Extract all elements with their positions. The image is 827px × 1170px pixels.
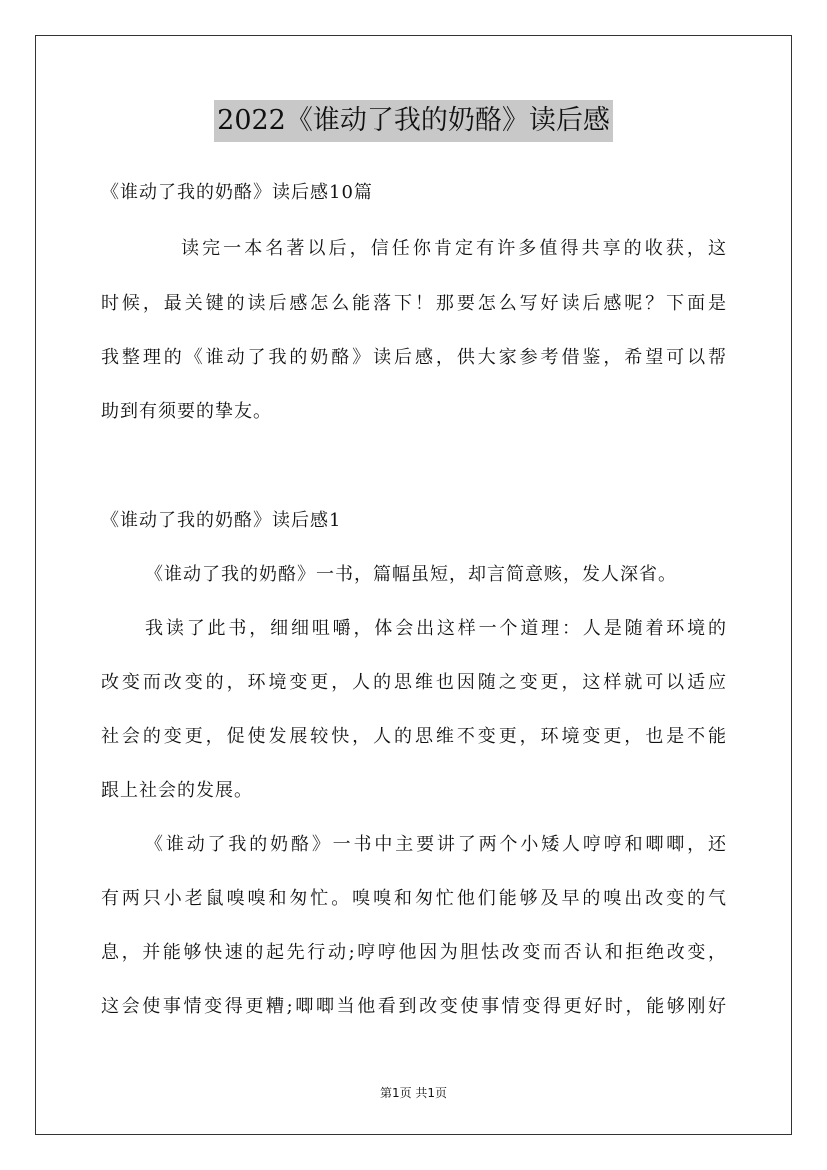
- paragraph-line: 助到有须要的挚友。: [101, 401, 272, 422]
- paragraph-line: 《谁动了我的奶酪》一书中主要讲了两个小矮人哼哼和唧唧，还: [145, 834, 726, 855]
- document-title: 2022《谁动了我的奶酪》读后感: [214, 100, 613, 142]
- paragraph-line: 社会的变更，促使发展较快，人的思维不变更，环境变更，也是不能: [101, 726, 726, 747]
- paragraph-line: 跟上社会的发展。: [101, 780, 253, 801]
- paragraph-line: 时候，最关键的读后感怎么能落下！那要怎么写好读后感呢？下面是: [101, 293, 726, 314]
- paragraph-line: 《谁动了我的奶酪》一书，篇幅虽短，却言简意赅，发人深省。: [145, 564, 677, 585]
- paragraph-line: 我整理的《谁动了我的奶酪》读后感，供大家参考借鉴，希望可以帮: [101, 347, 726, 368]
- page-footer: 第1页 共1页: [379, 1086, 448, 1100]
- paragraph-line: 我读了此书，细细咀嚼，体会出这样一个道理：人是随着环境的: [145, 618, 726, 639]
- paragraph-line: 这会使事情变得更糟;唧唧当他看到改变使事情变得更好时，能够刚好: [101, 996, 726, 1017]
- paragraph-line: 息，并能够快速的起先行动;哼哼他因为胆怯改变而否认和拒绝改变，: [101, 942, 726, 963]
- subtitle-line: 《谁动了我的奶酪》读后感10篇: [101, 182, 373, 203]
- paragraph-line: 读完一本名著以后，信任你肯定有许多值得共享的收获，这: [181, 238, 726, 259]
- title-container: [0, 100, 827, 142]
- paragraph-line: 改变而改变的，环境变更，人的思维也因随之变更，这样就可以适应: [101, 672, 726, 693]
- section-heading: 《谁动了我的奶酪》读后感1: [101, 510, 342, 531]
- paragraph-line: 有两只小老鼠嗅嗅和匆忙。嗅嗅和匆忙他们能够及早的嗅出改变的气: [101, 888, 726, 909]
